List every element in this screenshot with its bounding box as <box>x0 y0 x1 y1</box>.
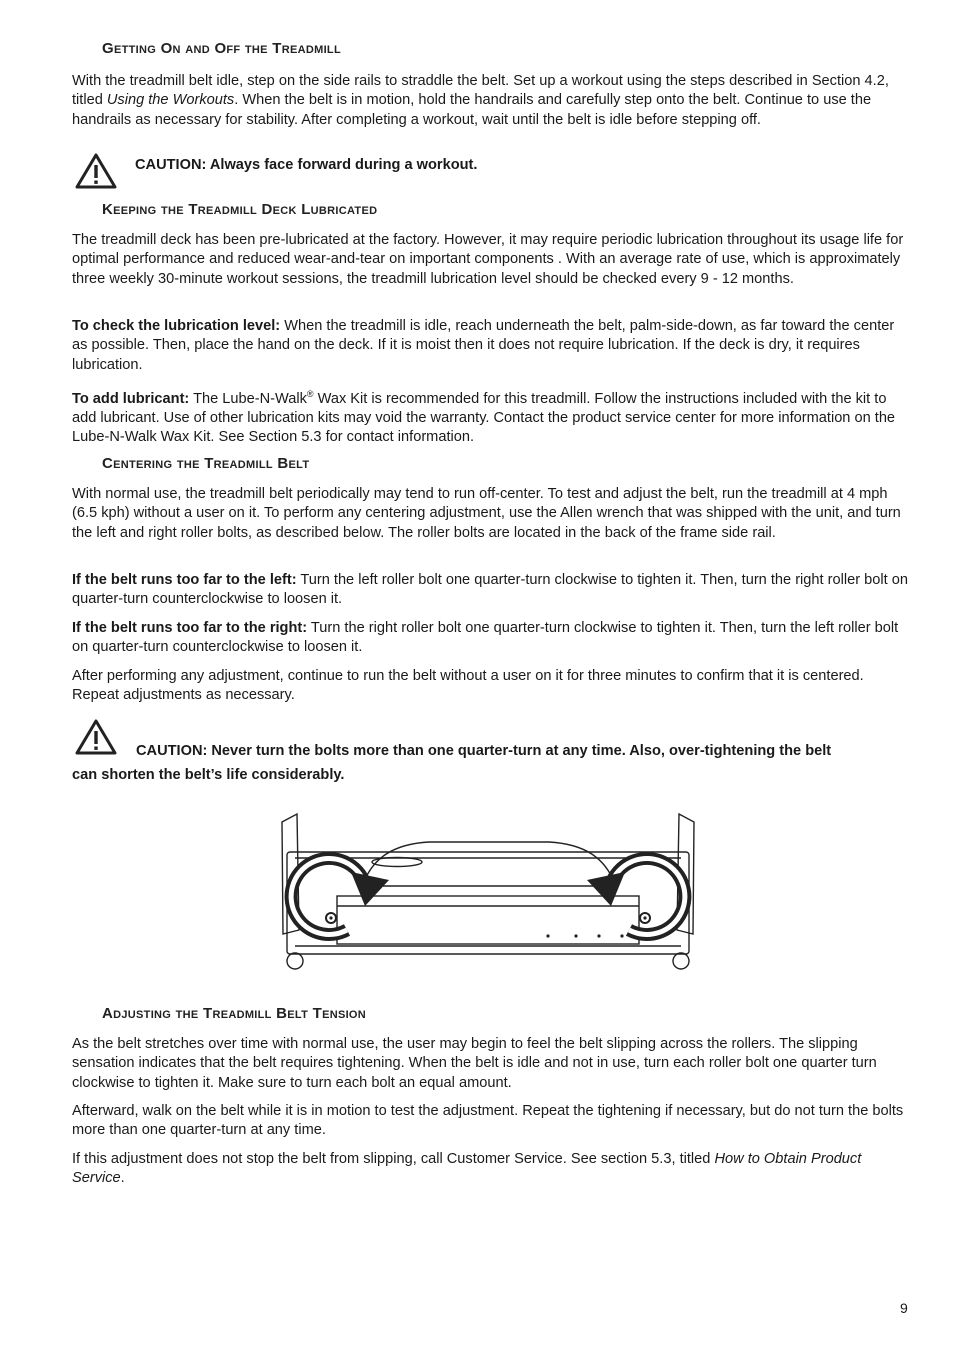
paragraph-check-lubrication: To check the lubrication level: When the treadmill is idle, reach underneath the belt, palm-side-down, as far toward the center as possible. Then, place the hand on the deck. If it is moist then it does not require lubrication. If the deck is dry, it requires lubrication. <box>72 318 895 373</box>
treadmill-rear-roller-bolts-illustration <box>277 810 699 978</box>
heading-deck-lubricated: Keeping the Treadmill Deck Lubricated <box>102 201 378 218</box>
paragraph-add-lubricant: To add lubricant: The Lube-N-Walk® Wax Kit is recommended for this treadmill. Follow the instructions included with the kit to add lubricant. Use of other lubrication kits may void the warranty. Contact the product service center for more information on the Lube-N-Walk Wax Kit. See Section 5.3 for contact information. <box>72 389 896 446</box>
warning-triangle-icon <box>74 152 118 190</box>
paragraph-after-adjustment: After performing any adjustment, continue to run the belt without a user on it for three minutes to confirm that it is centered. Repeat adjustments as necessary. <box>72 668 864 704</box>
paragraph-belt-right: If the belt runs too far to the right: Turn the right roller bolt one quarter-turn clockwise to tighten it. Then, turn the left roller bolt on quarter-turn counterclockwise to loosen it. <box>72 620 899 656</box>
paragraph-test-adjustment: Afterward, walk on the belt while it is in motion to test the adjustment. Repeat the tightening if necessary, but do not turn the bolts more than one quarter-turn at any time. <box>72 1103 904 1139</box>
heading-belt-tension: Adjusting the Treadmill Belt Tension <box>102 1005 367 1022</box>
paragraph-getting-on-off: With the treadmill belt idle, step on the side rails to straddle the belt. Set up a workout using the steps described in Section 4.2, titled Using the Workouts. When the belt is in motion, hold the handrails and carefully step onto the belt. Continue to use the handrails as necessary for stability. After completing a workout, wait until the belt is idle before stepping off. <box>72 73 889 128</box>
caution-face-forward: CAUTION: Always face forward during a workout. <box>135 157 478 173</box>
heading-getting-on-off: Getting On and Off the Treadmill <box>102 40 341 57</box>
warning-triangle-icon <box>74 718 118 756</box>
caution-bolts-line-2: can shorten the belt’s life considerably. <box>72 767 345 783</box>
paragraph-customer-service: If this adjustment does not stop the belt from slipping, call Customer Service. See section 5.3, titled How to Obtain Product Service. <box>72 1151 862 1187</box>
paragraph-deck-lubrication: The treadmill deck has been pre-lubricated at the factory. However, it may require periodic lubrication throughout its usage life for optimal performance and reduced wear-and-tear on important components . With an average rate of use, which is approximately three weekly 30-minute workout sessions, the treadmill lubrication level should be checked every 9 - 12 months. <box>72 232 904 287</box>
caution-bolts-line-1: CAUTION: Never turn the bolts more than one quarter-turn at any time. Also, over-tightening the belt <box>136 743 832 759</box>
paragraph-centering-belt: With normal use, the treadmill belt periodically may tend to run off-center. To test and adjust the belt, run the treadmill at 4 mph (6.5 kph) without a user on it. To perform any centering adjustment, use the Allen wrench that was shipped with the unit, and turn the left and right roller bolts, as described below. The roller bolts are located in the back of the frame side rail. <box>72 486 901 541</box>
paragraph-belt-left: If the belt runs too far to the left: Turn the left roller bolt one quarter-turn clockwise to tighten it. Then, turn the right roller bolt on quarter-turn counterclockwise to loosen it. <box>72 572 908 608</box>
paragraph-belt-tension: As the belt stretches over time with normal use, the user may begin to feel the belt slipping across the rollers. The slipping sensation indicates that the belt requires tightening. When the belt is idle and not in use, turn each roller bolt one quarter turn clockwise to tighten it. Make sure to turn each bolt an equal amount. <box>72 1036 877 1091</box>
heading-centering-belt: Centering the Treadmill Belt <box>102 455 310 472</box>
page-number: 9 <box>900 1300 908 1316</box>
